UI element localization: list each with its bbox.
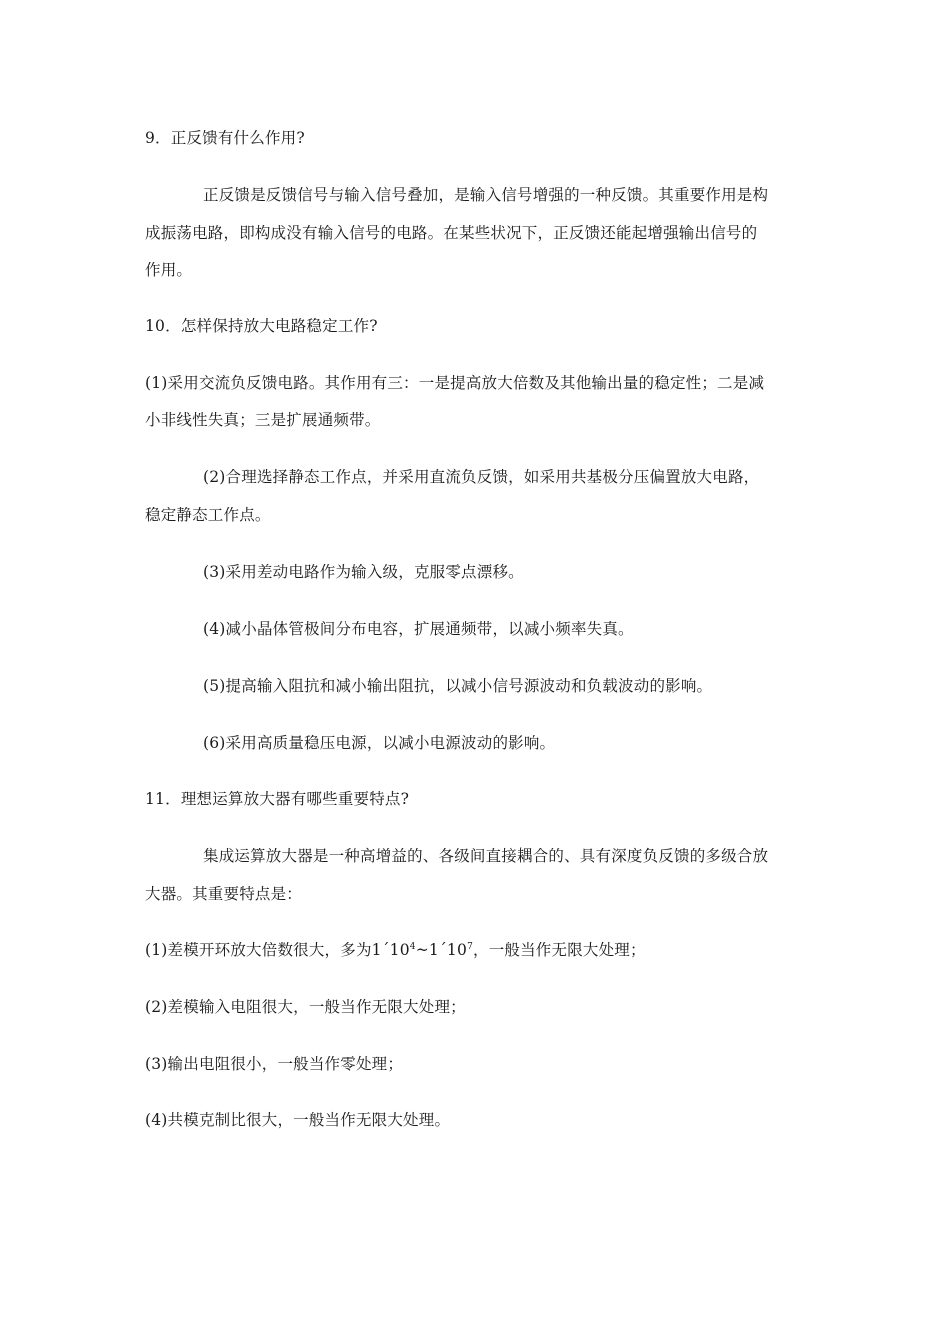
- q10-item4: (4)减小晶体管极间分布电容，扩展通频带，以减小频率失真。: [203, 620, 634, 638]
- q11-item1-post: ，一般当作无限大处理；: [473, 941, 646, 959]
- q11-item1-exponent-2: 7: [467, 942, 473, 952]
- q9-body-line-1: 正反馈是反馈信号与输入信号叠加，是输入信号增强的一种反馈。其重要作用是构: [203, 186, 769, 204]
- q10-item3: (3)采用差动电路作为输入级，克服零点漂移。: [203, 563, 524, 581]
- q9-body-line-3: 作用。: [145, 261, 193, 279]
- q11-heading: 11．理想运算放大器有哪些重要特点?: [145, 790, 410, 808]
- q10-heading: 10．怎样保持放大电路稳定工作?: [145, 317, 378, 335]
- q9-body-line-2: 成振荡电路，即构成没有输入信号的电路。在某些状况下，正反馈还能起增强输出信号的: [145, 224, 758, 242]
- q11-item1: [145, 940, 815, 960]
- q11-item1-exponent-1: 4: [409, 942, 416, 952]
- q11-body-line-2: 大器。其重要特点是：: [145, 885, 303, 903]
- q11-item2: (2)差模输入电阻很大，一般当作无限大处理；: [145, 998, 466, 1016]
- q11-item1-mid: ~1´10: [415, 941, 468, 959]
- q11-item1-pre: (1)差模开环放大倍数很大，多为1´10: [145, 941, 410, 959]
- q10-item6: (6)采用高质量稳压电源，以减小电源波动的影响。: [203, 734, 556, 752]
- q10-item2-line-1: (2)合理选择静态工作点，并采用直流负反馈，如采用共基极分压偏置放大电路，: [203, 468, 760, 486]
- q11-item4: (4)共模克制比很大，一般当作无限大处理。: [145, 1111, 451, 1129]
- q10-item5: (5)提高输入阻抗和减小输出阻抗，以减小信号源波动和负载波动的影响。: [203, 677, 713, 695]
- q10-item2-line-2: 稳定静态工作点。: [145, 506, 271, 524]
- q10-item1-line-1: (1)采用交流负反馈电路。其作用有三：一是提高放大倍数及其他输出量的稳定性；二是减: [145, 374, 765, 392]
- q9-heading: 9．正反馈有什么作用?: [145, 129, 305, 147]
- q11-body-line-1: 集成运算放大器是一种高增益的、各级间直接耦合的、具有深度负反馈的多级合放: [203, 847, 769, 865]
- q11-item3: (3)输出电阻很小，一般当作零处理；: [145, 1055, 404, 1073]
- q10-item1-line-2: 小非线性失真；三是扩展通频带。: [145, 411, 381, 429]
